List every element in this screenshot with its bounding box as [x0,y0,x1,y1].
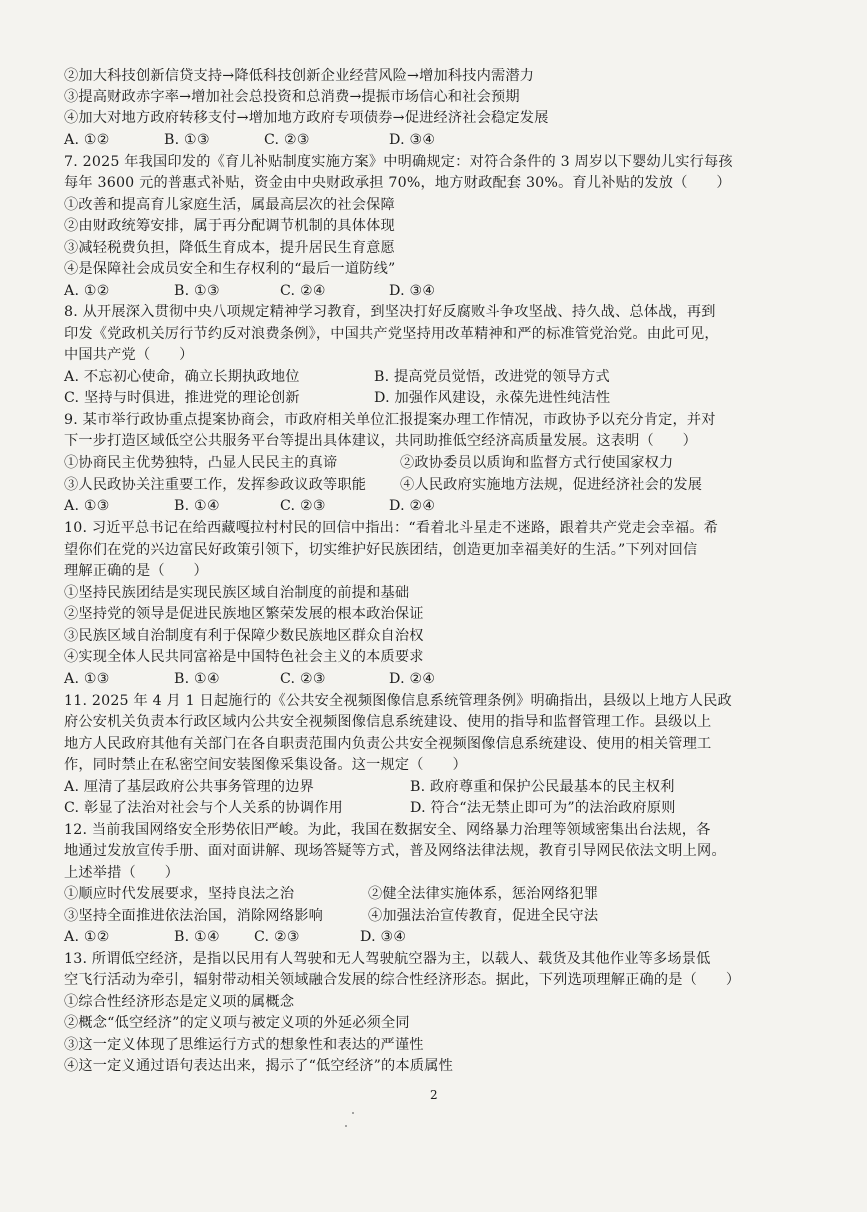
q11-stem-line-3: 地方人民政府其他有关部门在各自职责范围内负责公共安全视频图像信息系统建设、使用的相关管理工 [64,736,712,752]
q11-option-b: B. 政府尊重和保护公民最基本的民主权利 [410,779,675,795]
q6-option-c: C. ②③ [264,132,310,148]
q9-statement-4: ④人民政府实施地方法规，促进经济社会的发展 [400,477,703,493]
q12-stem-line-2: 地通过发放宣传手册、面对面讲解、现场答疑等方式，普及网络法律法规，教育引导网民依法文明上网。 [64,843,726,859]
q7-statement-3: ③减轻税费负担，降低生育成本，提升居民生育意愿 [64,240,395,256]
q11-stem-line-2: 府公安机关负责本行政区域内公共安全视频图像信息系统建设、使用的指导和监督管理工作。县级以上 [64,714,712,730]
q12-option-b: B. ①④ [174,929,220,945]
q9-option-b: B. ①④ [174,498,220,514]
q6-statement-3: ③提高财政赤字率→增加社会总投资和总消费→提振市场信心和社会预期 [64,89,520,105]
q7-option-b: B. ①③ [174,283,220,299]
q7-stem-line-1: 7. 2025 年我国印发的《育儿补贴制度实施方案》中明确规定：对符合条件的 3 周岁以下婴幼儿实行每孩 [64,154,733,170]
q7-option-c: C. ②④ [280,283,326,299]
q9-option-c: C. ②③ [280,498,326,514]
q7-option-a: A. ①② [64,283,110,299]
q6-option-a: A. ①② [64,132,110,148]
scan-speck [345,1125,347,1127]
q10-option-d: D. ②④ [389,671,436,687]
q9-stem-line-2: 下一步打造区域低空公共服务平台等提出具体建议，共同助推低空经济高质量发展。这表明（ ） [64,433,698,449]
q7-option-d: D. ③④ [389,283,436,299]
q12-statement-4: ④加强法治宣传教育，促进全民守法 [368,908,599,924]
q10-option-b: B. ①④ [174,671,220,687]
q13-statement-3: ③这一定义体现了思维运行方式的想象性和表达的严谨性 [64,1037,424,1053]
q13-stem-line-1: 13. 所谓低空经济，是指以民用有人驾驶和无人驾驶航空器为主，以载人、载货及其他作业等多场景低 [64,951,711,967]
q10-statement-2: ②坚持党的领导是促进民族地区繁荣发展的根本政治保证 [64,606,424,622]
scan-speck [352,1112,354,1114]
q8-option-b: B. 提高党员觉悟，改进党的领导方式 [374,369,610,385]
q12-statement-3: ③坚持全面推进依法治国，消除网络影响 [64,908,323,924]
q6-statement-2: ②加大科技创新信贷支持→降低科技创新企业经营风险→增加科技内需潜力 [64,68,535,84]
q12-statement-1: ①顺应时代发展要求，坚持良法之治 [64,886,295,902]
q10-statement-4: ④实现全体人民共同富裕是中国特色社会主义的本质要求 [64,649,424,665]
q13-statement-1: ①综合性经济形态是定义项的属概念 [64,994,295,1010]
q7-statement-4: ④是保障社会成员安全和生存权利的“最后一道防线” [64,261,396,277]
q10-stem-line-2: 望你们在党的兴边富民好政策引领下，切实维护好民族团结，创造更加幸福美好的生活。”下列对回信 [64,542,698,558]
page-number: 2 [430,1088,438,1102]
q12-option-a: A. ①② [64,929,110,945]
q11-option-a: A. 厘清了基层政府公共事务管理的边界 [64,779,315,795]
q12-stem-line-3: 上述举措（ ） [64,865,180,881]
q10-stem-line-1: 10. 习近平总书记在给西藏嘎拉村村民的回信中指出：“看着北斗星走不迷路，跟着共产党走会幸福。希 [64,520,718,536]
q9-stem-line-1: 9. 某市举行政协重点提案协商会，市政府相关单位汇报提案办理工作情况，市政协予以充分肯定，并对 [64,412,716,428]
q9-option-d: D. ②④ [389,498,436,514]
q9-option-a: A. ①③ [64,498,110,514]
q12-stem-line-1: 12. 当前我国网络安全形势依旧严峻。为此，我国在数据安全、网络暴力治理等领域密集出台法规，各 [64,822,711,838]
q7-statement-2: ②由财政统筹安排，属于再分配调节机制的具体体现 [64,218,395,234]
q11-stem-line-1: 11. 2025 年 4 月 1 日起施行的《公共安全视频图像信息系统管理条例》明确指出，县级以上地方人民政 [64,693,732,709]
q11-option-d: D. 符合“法无禁止即可为”的法治政府原则 [410,800,676,816]
q10-option-c: C. ②③ [280,671,326,687]
q13-statement-2: ②概念“低空经济”的定义项与被定义项的外延必须全同 [64,1015,410,1031]
q10-statement-1: ①坚持民族团结是实现民族区域自治制度的前提和基础 [64,585,410,601]
q8-stem-line-3: 中国共产党（ ） [64,347,194,363]
q8-option-a: A. 不忘初心使命，确立长期执政地位 [64,369,300,385]
q8-option-d: D. 加强作风建设，永葆先进性纯洁性 [374,390,611,406]
q7-statement-1: ①改善和提高育儿家庭生活，属最高层次的社会保障 [64,197,395,213]
q6-statement-4: ④加大对地方政府转移支付→增加地方政府专项债券→促进经济社会稳定发展 [64,110,549,126]
q12-option-d: D. ③④ [360,929,407,945]
q10-option-a: A. ①③ [64,671,110,687]
q13-stem-line-2: 空飞行活动为牵引，辐射带动相关领域融合发展的综合性经济形态。据此，下列选项理解正确的是（ ） [64,972,741,988]
q6-option-b: B. ①③ [164,132,210,148]
q8-option-c: C. 坚持与时俱进，推进党的理论创新 [64,390,300,406]
q11-option-c: C. 彰显了法治对社会与个人关系的协调作用 [64,800,343,816]
q12-option-c: C. ②③ [254,929,300,945]
q9-statement-1: ①协商民主优势独特，凸显人民民主的真谛 [64,455,338,471]
q13-statement-4: ④这一定义通过语句表达出来，揭示了“低空经济”的本质属性 [64,1058,453,1074]
q10-stem-line-3: 理解正确的是（ ） [64,563,208,579]
q11-stem-line-4: 作，同时禁止在私密空间安装图像采集设备。这一规定（ ） [64,757,467,773]
q7-stem-line-2: 每年 3600 元的普惠式补贴，资金由中央财政承担 70%，地方财政配套 30%。育儿补贴的发放（ ） [64,175,731,191]
q9-statement-2: ②政协委员以质询和监督方式行使国家权力 [400,455,674,471]
q12-statement-2: ②健全法律实施体系，惩治网络犯罪 [368,886,599,902]
q8-stem-line-1: 8. 从开展深入贯彻中央八项规定精神学习教育，到坚决打好反腐败斗争攻坚战、持久战、总体战，再到 [64,304,716,320]
q9-statement-3: ③人民政协关注重要工作，发挥参政议政等职能 [64,477,367,493]
q8-stem-line-2: 印发《党政机关厉行节约反对浪费条例》，中国共产党坚持用改革精神和严的标准管党治党。由此可见， [64,326,719,342]
q6-option-d: D. ③④ [389,132,436,148]
q10-statement-3: ③民族区域自治制度有利于保障少数民族地区群众自治权 [64,628,424,644]
